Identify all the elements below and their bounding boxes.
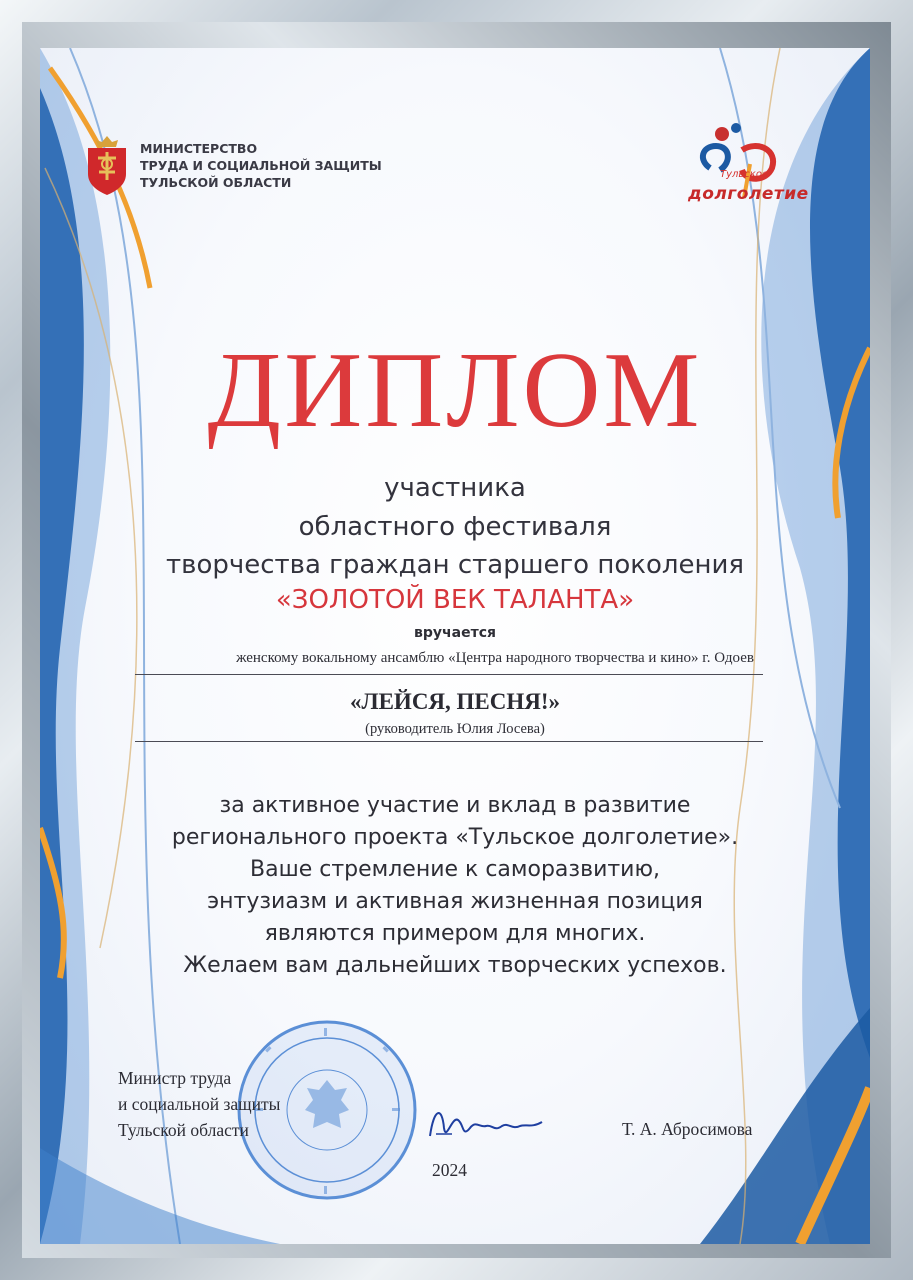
ministry-line-1: МИНИСТЕРСТВО (140, 141, 258, 156)
diploma-title: ДИПЛОМ (207, 331, 703, 450)
recipient-text: женскому вокальному ансамблю «Центра народного творчества и кино» г. Одоев (236, 650, 754, 666)
subtitle-line-2: областного фестиваля (298, 512, 612, 542)
ensemble-name: «ЛЕЙСЯ, ПЕСНЯ!» (349, 689, 561, 714)
ministry-header (140, 140, 382, 191)
diploma-sheet (40, 48, 870, 1244)
subtitle-line-3: творчества граждан старшего поколения (165, 550, 745, 580)
tula-coat-of-arms-icon (84, 134, 130, 196)
left-wave-mid (40, 48, 110, 1244)
logo-caption-big: долголетие (688, 184, 809, 204)
body-line-2: регионального проекта «Тульское долголетие». (171, 825, 739, 850)
body-line-3: Ваше стремление к саморазвитию, (250, 857, 660, 882)
body-line-6: Желаем вам дальнейших творческих успехов. (183, 953, 727, 978)
diploma-year: 2024 (432, 1160, 467, 1180)
body-line-4: энтузиазм и активная жизненная позиция (207, 889, 703, 914)
logo-caption-small: Тульское (720, 169, 769, 180)
ministry-line-3: ТУЛЬСКОЙ ОБЛАСТИ (140, 175, 292, 190)
signatory-line-2: и социальной защиты (118, 1094, 281, 1114)
body-line-5: являются примером для многих. (264, 921, 646, 946)
signatory-line-1: Министр труда (118, 1068, 232, 1088)
leader-text: (руководитель Юлия Лосева) (365, 721, 545, 737)
signatory-title (118, 1065, 280, 1143)
body-line-1: за активное участие и вклад в развитие (219, 793, 691, 818)
awarded-label: вручается (414, 625, 496, 641)
festival-name: «ЗОЛОТОЙ ВЕК ТАЛАНТА» (275, 585, 635, 615)
ministry-line-2: ТРУДА И СОЦИАЛЬНОЙ ЗАЩИТЫ (140, 158, 382, 173)
handwritten-signature-icon (422, 1098, 547, 1148)
divider-line-1 (135, 674, 763, 675)
signatory-line-3: Тульской области (118, 1120, 249, 1140)
signatory-name: Т. А. Абросимова (622, 1119, 753, 1139)
divider-line-2 (135, 741, 763, 742)
subtitle-line-1: участника (384, 473, 526, 503)
